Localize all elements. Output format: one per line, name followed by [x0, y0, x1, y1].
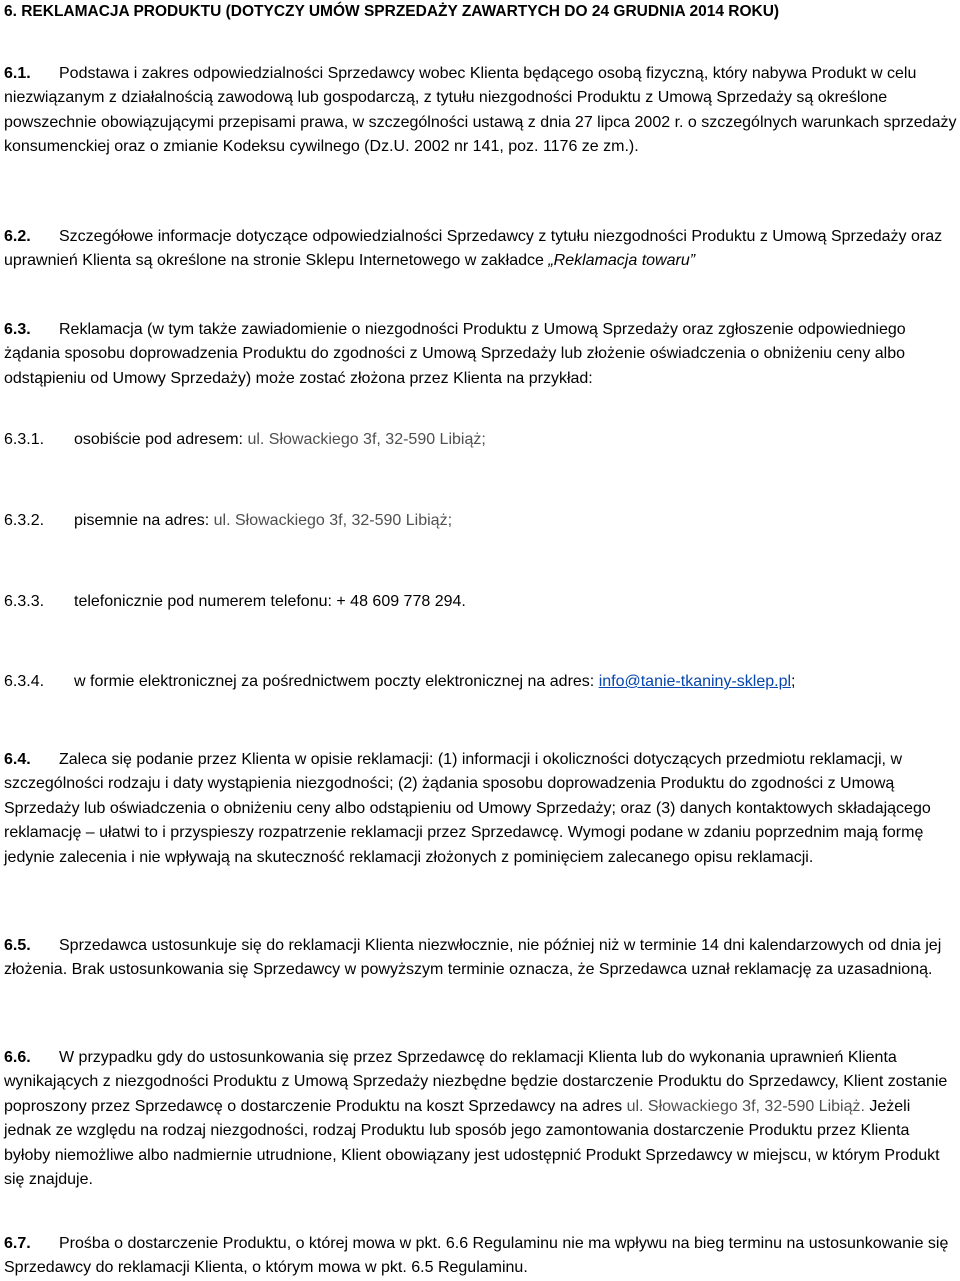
- address-text: ul. Słowackiego 3f, 32-590 Libiąż;: [213, 512, 453, 529]
- paragraph-6-3: [4, 318, 958, 391]
- clause-text: w formie elektronicznej za pośrednictwem poczty elektronicznej na adres:: [74, 673, 599, 690]
- clause-text: Reklamacja (w tym także zawiadomienie o niezgodności Produktu z Umową Sprzedaży oraz zgłoszenie odpowiedniego żądania sposobu doprowadzenia Produktu do zgodności z Umową Sprzedaży lub złożenie oświadczenia o obniżeniu ceny albo odstąpieniu od Umowy Sprzedaży) może zostać złożona przez Klienta na przykład:: [4, 321, 906, 387]
- clause-number: 6.3.3.: [4, 593, 45, 610]
- clause-number: 6.7.: [4, 1235, 31, 1252]
- clause-text-continued: Jeżeli jednak ze względu na rodzaj niezgodności, rodzaj Produktu lub sposób jego zamontowania dostarczenie Produktu przez Klienta byłoby niemożliwe albo nadmiernie utrudnione, Klient obowiązany jest udostępnić Produkt Sprzedawcy w miejscu, w którym Produkt się znajduje.: [4, 1097, 940, 1189]
- clause-text: Podstawa i zakres odpowiedzialności Sprzedawcy wobec Klienta będącego osobą fizyczną, który nabywa Produkt w celu niezwiązanym z działalnością zawodową lub gospodarczą, z tytułu niezgodności Produktu z Umową Sprzedaży są określone powszechnie obowiązującymi przepisami prawa, w szczególności ustawą z dnia 27 lipca 2002 r. o szczególnych warunkach sprzedaży konsumenckiej oraz o zmianie Kodeksu cywilnego (Dz.U. 2002 nr 141, poz. 1176 ze zm.).: [4, 65, 957, 156]
- item-6-3-3: [4, 590, 958, 614]
- clause-number: 6.3.: [4, 321, 31, 338]
- clause-text: telefonicznie pod numerem telefonu: + 48 609 778 294.: [74, 593, 466, 610]
- paragraph-6-2: [4, 225, 958, 274]
- clause-text: pisemnie na adres:: [74, 512, 214, 529]
- clause-text: Szczegółowe informacje dotyczące odpowiedzialności Sprzedawcy z tytułu niezgodności Produktu z Umową Sprzedaży oraz uprawnień Klienta są określone na stronie Sklepu Internetowego w zakładce: [4, 228, 943, 270]
- clause-number: 6.4.: [4, 751, 31, 768]
- address-text: ul. Słowackiego 3f, 32-590 Libiąż.: [626, 1097, 865, 1115]
- paragraph-6-4: [4, 748, 958, 870]
- item-6-3-2: [4, 509, 958, 533]
- clause-number: 6.5.: [4, 937, 31, 954]
- clause-number: 6.1.: [4, 65, 31, 82]
- clause-end: ;: [791, 673, 796, 690]
- address-text: ul. Słowackiego 3f, 32-590 Libiąż;: [247, 431, 486, 448]
- clause-text: Sprzedawca ustosunkuje się do reklamacji Klienta niezwłocznie, nie później niż w terminie 14 dni kalendarzowych od dnia jej złożenia. Brak ustosunkowania się Sprzedawcy w powyższym terminie oznacza, że Sprzedawca uznał reklamację za uzasadnioną.: [4, 937, 942, 979]
- open-quote: „: [548, 252, 554, 270]
- clause-text: W przypadku gdy do ustosunkowania się przez Sprzedawcę do reklamacji Klienta lub do wykonania uprawnień Klienta wynikających z niezgodności Produktu z Umową Sprzedaży niezbędne będzie dostarczenie Produktu do Sprzedawcy, Klient zostanie poproszony przez Sprzedawcę o dostarczenie Produktu na koszt Sprzedawcy na adres: [4, 1049, 948, 1115]
- clause-number: 6.6.: [4, 1049, 31, 1066]
- section-heading: 6. REKLAMACJA PRODUKTU (DOTYCZY UMÓW SPRZEDAŻY ZAWARTYCH DO 24 GRUDNIA 2014 ROKU): [4, 3, 780, 20]
- item-6-3-4: [4, 670, 958, 694]
- close-quote: ”: [689, 252, 696, 270]
- paragraph-6-7: [4, 1232, 958, 1281]
- paragraph-6-6: [4, 1046, 958, 1192]
- email-link[interactable]: info@tanie-tkaniny-sklep.pl: [598, 673, 792, 690]
- paragraph-6-5: [4, 934, 958, 983]
- clause-text: Prośba o dostarczenie Produktu, o której mowa w pkt. 6.6 Regulaminu nie ma wpływu na bieg terminu na ustosunkowanie się Sprzedawcy do reklamacji Klienta, o którym mowa w pkt. 6.5 Regulaminu.: [4, 1235, 949, 1277]
- clause-number: 6.3.1.: [4, 431, 45, 448]
- paragraph-6-1: [4, 62, 958, 160]
- clause-number: 6.3.4.: [4, 673, 45, 690]
- reklamacja-tab-name: Reklamacja towaru: [553, 252, 690, 270]
- item-6-3-1: [4, 428, 958, 452]
- clause-text: Zaleca się podanie przez Klienta w opisie reklamacji: (1) informacji i okoliczności dotyczących przedmiotu reklamacji, w szczególności rodzaju i daty wystąpienia niezgodności; (2) żądania sposobu doprowadzenia Produktu do zgodności z Umową Sprzedaży lub oświadczenia o obniżeniu ceny albo odstąpieniu od Umowy Sprzedaży; oraz (3) danych kontaktowych składającego reklamację – ułatwi to i przyspieszy rozpatrzenie reklamacji przez Sprzedawcę. Wymogi podane w zdaniu poprzednim mają formę jedynie zalecenia i nie wpływają na skuteczność reklamacji złożonych z pominięciem zalecanego opisu reklamacji.: [4, 751, 931, 866]
- clause-text: osobiście pod adresem:: [74, 431, 248, 448]
- clause-number: 6.3.2.: [4, 512, 45, 529]
- clause-number: 6.2.: [4, 228, 31, 245]
